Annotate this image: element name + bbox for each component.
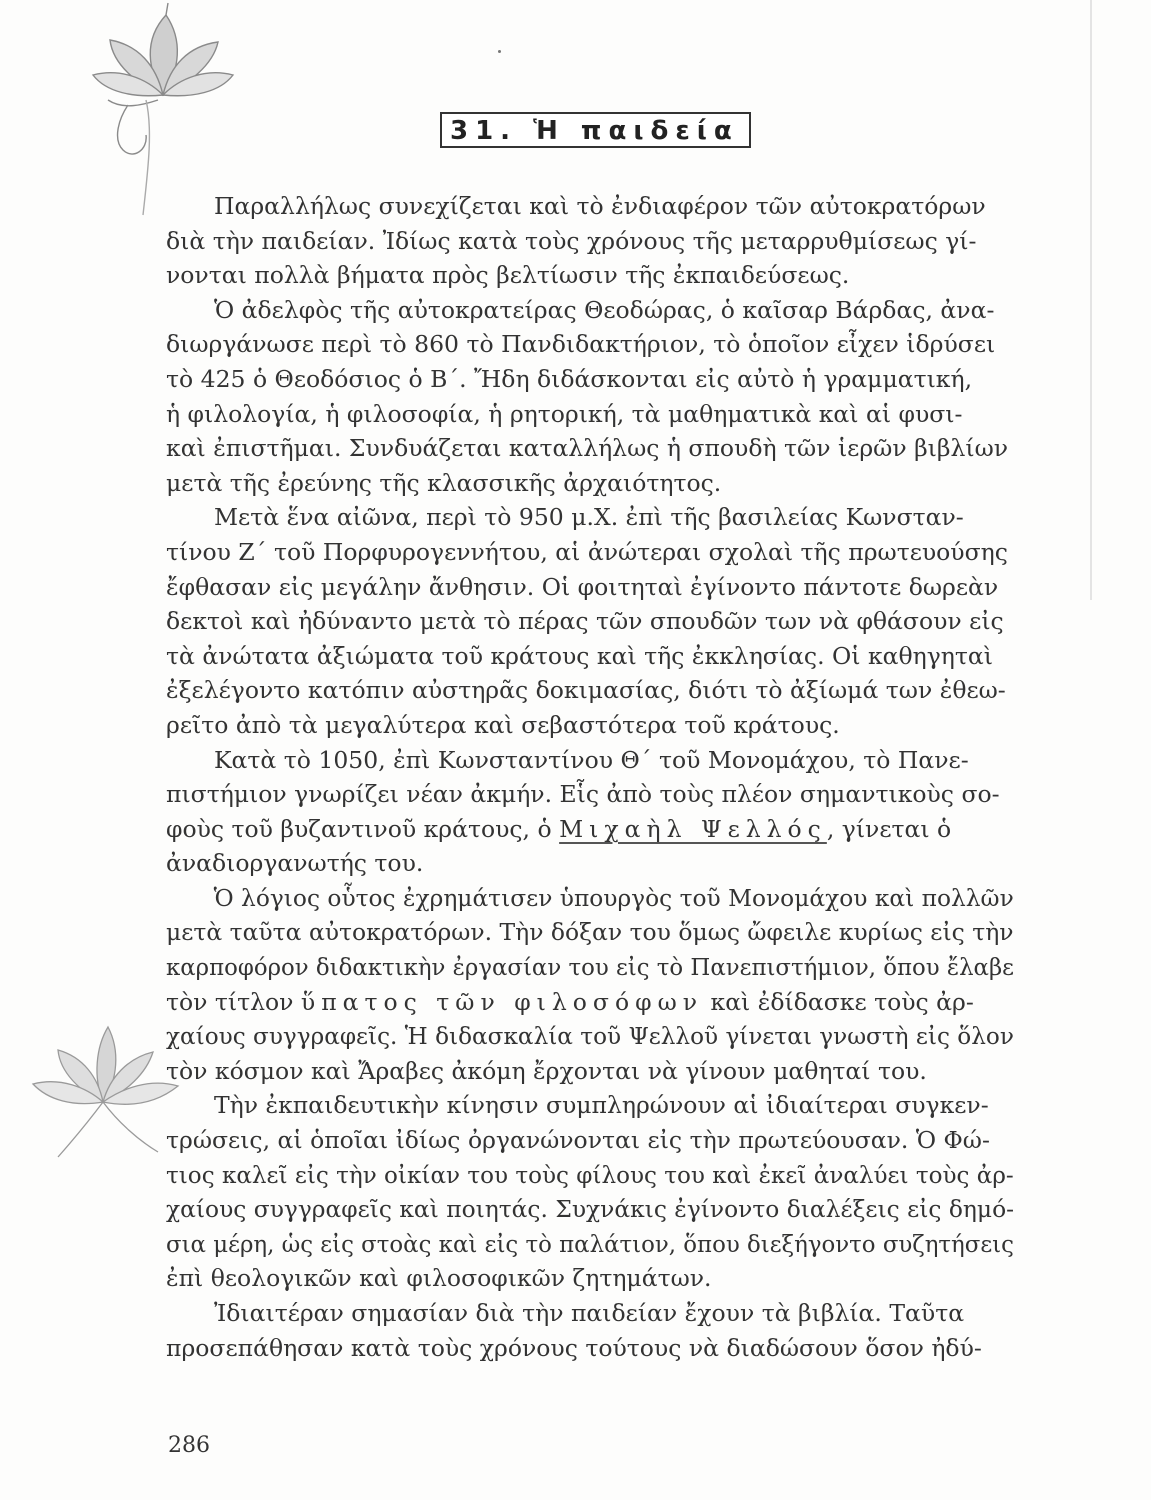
text-line: σια μέρη, ὡς εἰς στοὰς καὶ εἰς τὸ παλάτιον, ὅπου διεξήγοντο συζητήσεις — [166, 1229, 1014, 1258]
text-fragment: τὸν τίτλον — [166, 987, 301, 1016]
text-fragment: καὶ ἐδίδασκε τοὺς ἀρ- — [703, 987, 974, 1016]
text-line: Παραλλήλως συνεχίζεται καὶ τὸ ἐνδιαφέρον τῶν αὐτοκρατόρων — [214, 192, 986, 220]
text-line: ἐπὶ θεολογικῶν καὶ φιλοσοφικῶν ζητημάτων. — [166, 1264, 712, 1293]
pencil-flower-drawing-left — [28, 1022, 188, 1162]
text-line: τὸν κόσμον καὶ Ἄραβες ἀκόμη ἔρχονται νὰ γίνουν μαθηταί του. — [166, 1056, 927, 1085]
psellos-name: Μιχαὴλ Ψελλός — [559, 814, 827, 843]
text-line: προσεπάθησαν κατὰ τοὺς χρόνους τούτους νὰ διαδώσουν ὅσον ἠδύ- — [166, 1333, 982, 1362]
text-line: διωργάνωσε περὶ τὸ 860 τὸ Πανδιδακτήριον, τὸ ὁποῖον εἶχεν ἱδρύσει — [166, 330, 996, 359]
paragraph-4 — [166, 743, 1014, 881]
text-line: τρώσεις, αἱ ὁποῖαι ἰδίως ὀργανώνονται εἰς τὴν πρωτεύουσαν. Ὁ Φώ- — [166, 1126, 990, 1155]
text-line: δεκτοὶ καὶ ἠδύναντο μετὰ τὸ πέρας τῶν σπουδῶν των νὰ φθάσουν εἰς — [166, 607, 1004, 636]
text-fragment: φοὺς τοῦ βυζαντινοῦ κράτους, ὁ — [166, 814, 560, 843]
title-hypatos: ὕπατος τῶν φιλοσόφων — [300, 987, 704, 1016]
body-text — [166, 189, 1014, 1365]
text-line: ἀναδιοργανωτής του. — [166, 849, 424, 878]
text-line: καρποφόρον διδακτικὴν ἐργασίαν του εἰς τὸ Πανεπιστήμιον, ὅπου ἔλαβε — [166, 953, 1015, 982]
text-line: Κατὰ τὸ 1050, ἐπὶ Κωνσταντίνου Θ΄ τοῦ Μονομάχου, τὸ Πανε- — [214, 745, 969, 774]
text-line: Μετὰ ἕνα αἰῶνα, περὶ τὸ 950 μ.Χ. ἐπὶ τῆς βασιλείας Κωνσταν- — [214, 503, 964, 532]
paragraph-7 — [166, 1296, 1014, 1365]
text-line: μετὰ ταῦτα αὐτοκρατόρων. Τὴν δόξαν του ὅμως ὤφειλε κυρίως εἰς τὴν — [166, 918, 1014, 947]
text-line — [166, 812, 1014, 847]
paragraph-6 — [166, 1088, 1014, 1296]
text-line: ἔφθασαν εἰς μεγάλην ἄνθησιν. Οἱ φοιτηταὶ ἐγίνοντο πάντοτε δωρεὰν — [166, 572, 999, 601]
paragraph-3 — [166, 500, 1014, 742]
text-line: καὶ ἐπιστῆμαι. Συνδυάζεται καταλλήλως ἡ σπουδὴ τῶν ἱερῶν βιβλίων — [166, 434, 1009, 463]
text-line: Ὁ λόγιος οὗτος ἐχρημάτισεν ὑπουργὸς τοῦ Μονομάχου καὶ πολλῶν — [213, 883, 1014, 912]
paragraph-2 — [166, 293, 1014, 501]
text-line: ρεῖτο ἀπὸ τὰ μεγαλύτερα καὶ σεβαστότερα τοῦ κράτους. — [166, 710, 840, 739]
page-edge-shadow — [1090, 0, 1092, 600]
text-fragment: , γίνεται ὁ — [826, 814, 952, 843]
section-title: 31. Ἡ παιδεία — [440, 112, 751, 148]
text-line: τιος καλεῖ εἰς τὴν οἰκίαν του τοὺς φίλους του καὶ ἐκεῖ ἀναλύει τοὺς ἀρ- — [166, 1160, 1014, 1189]
text-line: τὰ ἀνώτατα ἀξιώματα τοῦ κράτους καὶ τῆς ἐκκλησίας. Οἱ καθηγηταὶ — [166, 641, 993, 670]
text-line: διὰ τὴν παιδείαν. Ἰδίως κατὰ τοὺς χρόνους τῆς μεταρρυθμίσεως γί- — [166, 226, 977, 255]
text-line: ἐξελέγοντο κατόπιν αὐστηρᾶς δοκιμασίας, διότι τὸ ἀξίωμά των ἐθεω- — [166, 676, 1006, 705]
text-line: νονται πολλὰ βήματα πρὸς βελτίωσιν τῆς ἐκπαιδεύσεως. — [166, 261, 850, 290]
text-line: Τὴν ἐκπαιδευτικὴν κίνησιν συμπληρώνουν αἱ ἰδιαίτεραι συγκεν- — [214, 1091, 989, 1120]
text-line — [166, 985, 1014, 1020]
text-line: τίνου Ζ΄ τοῦ Πορφυρογεννήτου, αἱ ἀνώτεραι σχολαὶ τῆς πρωτευούσης — [166, 537, 1008, 566]
text-line: Ὁ ἀδελφὸς τῆς αὐτοκρατείρας Θεοδώρας, ὁ καῖσαρ Βάρδας, ἀνα- — [214, 295, 995, 324]
paragraph-5 — [166, 881, 1014, 1089]
text-line: μετὰ τῆς ἐρεύνης τῆς κλασσικῆς ἀρχαιότητος. — [166, 468, 722, 497]
text-line: ἡ φιλολογία, ἡ φιλοσοφία, ἡ ρητορική, τὰ μαθηματικὰ καὶ αἱ φυσι- — [166, 399, 963, 428]
text-line: Ἰδιαιτέραν σημασίαν διὰ τὴν παιδείαν ἔχουν τὰ βιβλία. Ταῦτα — [214, 1299, 965, 1327]
pencil-flower-drawing-top — [88, 0, 238, 220]
text-line: χαίους συγγραφεῖς. Ἡ διδασκαλία τοῦ Ψελλοῦ γίνεται γνωστὴ εἰς ὅλον — [166, 1022, 1014, 1051]
page-number: 286 — [168, 1433, 210, 1458]
ink-speck — [498, 50, 501, 53]
text-line: χαίους συγγραφεῖς καὶ ποιητάς. Συχνάκις ἐγίνοντο διαλέξεις εἰς δημό- — [166, 1195, 1015, 1224]
paragraph-1 — [166, 189, 1014, 293]
text-line: τὸ 425 ὁ Θεοδόσιος ὁ Β΄. Ἤδη διδάσκονται εἰς αὐτὸ ἡ γραμματική, — [166, 364, 973, 393]
text-line: πιστήμιον γνωρίζει νέαν ἀκμήν. Εἷς ἀπὸ τοὺς πλέον σημαντικοὺς σο- — [166, 780, 1000, 809]
